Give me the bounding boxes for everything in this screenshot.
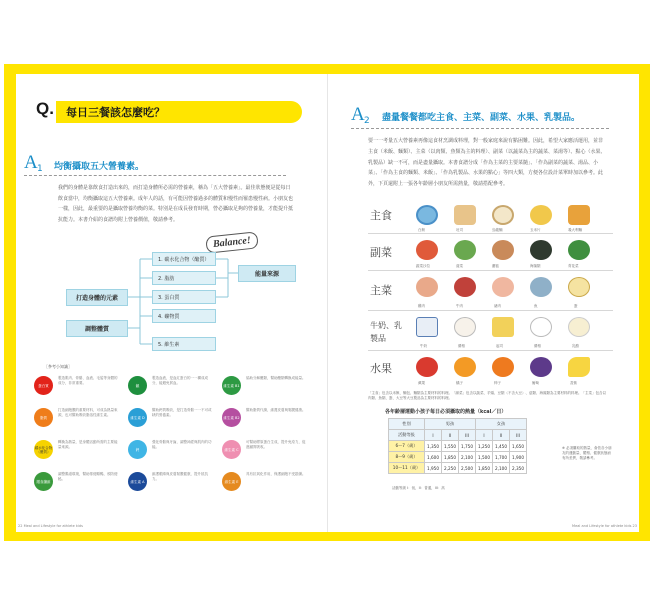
nutrient-item bbox=[34, 408, 120, 427]
nutrient-legend-title: ［參考小知識］ bbox=[44, 364, 72, 369]
energy-age-cell: 10～11（歲） bbox=[389, 463, 425, 474]
nutrient-badge: 鐵 bbox=[128, 376, 147, 395]
diagram-item-carbohydrate: 1. 碳水化合物（醣質） bbox=[152, 252, 216, 266]
energy-subheader-cell: 活動等級 bbox=[389, 430, 425, 441]
food-caption: 義大利麵 bbox=[568, 228, 582, 232]
nutrient-badge: 維生素 E bbox=[222, 472, 241, 491]
energy-header-cell: 女孩 bbox=[476, 419, 527, 430]
bread-icon bbox=[454, 205, 476, 225]
energy-value-cell: 1,550 bbox=[442, 441, 459, 452]
answer1-divider bbox=[24, 175, 286, 176]
nutrient-badge: 維生素 B1 bbox=[222, 376, 241, 395]
energy-value-cell: 1,950 bbox=[425, 463, 442, 474]
nutrient-item bbox=[128, 376, 214, 395]
answer2-title: 盡量餐餐都吃主食、主菜、副菜、水果、乳製品。 bbox=[382, 113, 581, 123]
nutrient-description: 維護眼睛與皮膚黏膜健康，提升抵抗力。 bbox=[152, 472, 208, 481]
food-category-label: 牛奶、乳製品 bbox=[370, 321, 402, 343]
food-caption: 橘子 bbox=[456, 381, 463, 385]
food-caption: 烏龍麵 bbox=[492, 228, 503, 232]
nutrient-item bbox=[222, 440, 308, 459]
nutrient-item bbox=[222, 472, 308, 491]
food-caption: 魚 bbox=[534, 304, 538, 308]
energy-value-cell: 2,500 bbox=[459, 463, 476, 474]
tomato-icon bbox=[416, 240, 438, 260]
rice-bowl-icon bbox=[416, 205, 438, 225]
diagram-body-building: 打造身體的元素 bbox=[66, 289, 128, 306]
nutrient-badge: 蛋白質 bbox=[34, 376, 53, 395]
pork-icon bbox=[492, 277, 514, 297]
nutrient-description: 調整腸道環境，幫助排便順暢，預防便秘。 bbox=[58, 472, 118, 481]
apple-icon bbox=[416, 357, 438, 377]
energy-table-title: 各年齡層運動小孩子每日必須攝取的熱量（kcal／日） bbox=[385, 409, 507, 415]
energy-subheader-cell: III bbox=[459, 430, 476, 441]
balance-label: Balance! bbox=[205, 231, 258, 253]
nutrient-description: 製造肌肉、骨骼、血液、毛髮等身體的成分，非常重要。 bbox=[58, 376, 118, 385]
food-row-fruit bbox=[368, 351, 613, 389]
food-caption: 豬肉 bbox=[494, 304, 501, 308]
diagram-item-vitamin: 5. 維生素 bbox=[152, 337, 216, 351]
energy-side-note: ※ 必須攝取的熱量，會依各小朋友的運動量、體格、健康狀態而有所差異，敬請參考。 bbox=[562, 446, 612, 460]
energy-value-cell: 1,650 bbox=[510, 441, 527, 452]
nutrient-badge: 維生素 A bbox=[128, 472, 147, 491]
yogurt-cup-icon bbox=[530, 317, 552, 337]
energy-table bbox=[388, 418, 527, 474]
nutrient-description: 幫助脂質代謝，維護皮膚與黏膜健康。 bbox=[246, 408, 306, 412]
answer1-paragraph: 我們的身體是靠飲食打造出來的，而打造身體所必需的營養素，稱為「五大營養素」。最佳狀態便是從每日飲食當中，均衡攝取這五大營養素。成年人的話，有可能因營養過多的體質和慢性而罹患慢性病。小朋友也一樣，因此，最重要的是攝取營養均衡的菜。特別是在成長發育時期，營必攝取足夠的營養量，才能提升抵抗能力。本書介紹的食譜均附上營養價值，敬請參考。 bbox=[58, 185, 294, 224]
nutrient-item bbox=[222, 408, 308, 427]
nutrient-badge: 維生素 B2 bbox=[222, 408, 241, 427]
dairy-glass-icon bbox=[568, 317, 590, 337]
seaweed-icon bbox=[530, 240, 552, 260]
energy-table-subheader bbox=[389, 430, 527, 441]
noodle-bowl-icon bbox=[492, 205, 514, 225]
food-category-label: 主菜 bbox=[370, 284, 392, 297]
energy-header-cell: 性別 bbox=[389, 419, 425, 430]
answer1-marker: A bbox=[24, 152, 38, 173]
fish-icon bbox=[530, 277, 552, 297]
food-caption: 起司 bbox=[496, 344, 503, 348]
food-caption: 蘑菇 bbox=[492, 264, 499, 268]
nutrient-item bbox=[34, 376, 120, 395]
energy-value-cell: 2,100 bbox=[459, 452, 476, 463]
grapes-icon bbox=[530, 357, 552, 377]
energy-subheader-cell: II bbox=[442, 430, 459, 441]
food-category-label: 水果 bbox=[370, 362, 392, 375]
energy-value-cell: 2,350 bbox=[510, 463, 527, 474]
question-marker: Q. bbox=[36, 99, 54, 118]
yogurt-icon bbox=[454, 317, 476, 337]
energy-table-note: 活動等級 I：低，II：普通，III：高 bbox=[392, 486, 445, 490]
nutrient-badge: 碳水化合物（醣質） bbox=[34, 440, 53, 459]
answer1-marker-number: 1 bbox=[37, 164, 43, 174]
nutrient-description: 具有抗氧化作用，保護細胞不受損傷。 bbox=[246, 472, 306, 476]
nutrient-description: 製造血液，是血紅蛋白的一一構成成分，能避免貧血。 bbox=[152, 376, 208, 385]
food-category-label: 副菜 bbox=[370, 246, 392, 259]
answer2-divider bbox=[351, 128, 609, 129]
food-caption: 青花菜 bbox=[568, 264, 579, 268]
food-caption: 柿子 bbox=[494, 381, 501, 385]
energy-subheader-cell: I bbox=[476, 430, 493, 441]
food-row-main-dish bbox=[368, 271, 613, 311]
spinach-icon bbox=[454, 240, 476, 260]
nutrient-badge: 維生素 D bbox=[128, 408, 147, 427]
nutrient-badge: 鈣 bbox=[128, 440, 147, 459]
food-caption: 乳酪 bbox=[572, 344, 579, 348]
nutrient-grid bbox=[30, 376, 310, 506]
left-page-footer: 22 Meal and Lifestyle for athlete kids bbox=[18, 524, 83, 528]
table-row bbox=[389, 463, 527, 474]
nutrient-description: 幫助鈣質吸收，是打造骨骼一一不可或缺的營養素。 bbox=[152, 408, 212, 417]
table-row bbox=[389, 452, 527, 463]
energy-subheader-cell: I bbox=[425, 430, 442, 441]
mushroom-icon bbox=[492, 240, 514, 260]
food-caption: 牛肉 bbox=[456, 304, 463, 308]
answer2-marker: A bbox=[351, 104, 365, 125]
energy-value-cell: 1,350 bbox=[425, 441, 442, 452]
energy-value-cell: 2,100 bbox=[493, 463, 510, 474]
food-caption: 蛋 bbox=[574, 304, 578, 308]
nutrient-item bbox=[34, 440, 120, 459]
banana-icon bbox=[568, 357, 590, 377]
answer2-paragraph: 要一一考量五大營養素再像這食材烹調成料理，對一般家庭來說有點困難。因此，希望大家應活運用，並非主食（米飯、麵類）、主菜（以肉類、魚類為主的料理）、副菜（以蔬菜為主的蔬菜、菜湯等）、點心（水果、乳製品）缺一不可，而是盡量攝取。本書食譜分成「作為主菜的主要菜隨」、「作為副菜的蔬菜、湯品、小菜」、「作為主食的麵類、米飯」、「作為乳製品、水果的點心」等四大類，方便各位設計菜單時加以參考。此外，下頁還附上一張各年齡層小朋友所需熱量，敬請搭配參考。 bbox=[368, 138, 606, 188]
energy-age-cell: 6～7（歲） bbox=[389, 441, 425, 452]
nutrient-description: 協助分解醣類，幫助醣類轉換成能量。 bbox=[246, 376, 306, 380]
food-caption: 蘋果 bbox=[418, 381, 425, 385]
energy-subheader-cell: III bbox=[510, 430, 527, 441]
persimmon-icon bbox=[492, 357, 514, 377]
energy-value-cell: 1,850 bbox=[442, 452, 459, 463]
energy-subheader-cell: II bbox=[493, 430, 510, 441]
energy-value-cell: 1,700 bbox=[493, 452, 510, 463]
answer2-marker-number: 2 bbox=[364, 116, 370, 126]
nutrient-description: 可幫助膠原蛋白生成，提升免疫力，促進鐵質吸收。 bbox=[246, 440, 306, 449]
energy-value-cell: 1,600 bbox=[425, 452, 442, 463]
diagram-body-regulating: 調整體質 bbox=[66, 320, 128, 337]
energy-value-cell: 1,450 bbox=[493, 441, 510, 452]
nutrient-badge: 維生素 C bbox=[222, 440, 241, 459]
food-group-table bbox=[368, 199, 613, 384]
diagram-energy-source: 能量來源 bbox=[238, 265, 296, 282]
nutrient-description: 打造細胞膜的重要材料，可成為熱量來源，也可幫助吸收脂溶性維生素。 bbox=[58, 408, 118, 417]
nutrient-item bbox=[128, 440, 214, 459]
food-caption: 雞肉 bbox=[418, 304, 425, 308]
energy-value-cell: 1,500 bbox=[476, 452, 493, 463]
food-caption: 優格 bbox=[458, 344, 465, 348]
question-title: 每日三餐該怎麼吃？ bbox=[66, 106, 165, 119]
food-category-label: 主食 bbox=[370, 209, 392, 222]
energy-value-cell: 1,750 bbox=[459, 441, 476, 452]
book-spread bbox=[16, 74, 639, 532]
energy-value-cell: 1,850 bbox=[476, 463, 493, 474]
milk-carton-icon bbox=[416, 317, 438, 337]
food-caption: 優格 bbox=[534, 344, 541, 348]
food-row-dairy bbox=[368, 311, 613, 351]
answer1-title: 均衡攝取五大營養素。 bbox=[54, 162, 145, 172]
food-caption: 海藻類 bbox=[530, 264, 541, 268]
nutrient-description: 強化骨骼與牙齒，調整神經與肌肉的功能。 bbox=[152, 440, 212, 449]
corn-icon bbox=[530, 205, 552, 225]
nutrient-diagram bbox=[66, 249, 306, 359]
book-spine bbox=[327, 74, 328, 532]
energy-value-cell: 1,250 bbox=[476, 441, 493, 452]
broccoli-icon bbox=[568, 240, 590, 260]
nutrient-item bbox=[34, 472, 120, 491]
nutrient-item bbox=[222, 376, 308, 395]
diagram-item-fat: 2. 脂肪 bbox=[152, 271, 216, 285]
energy-header-cell: 男孩 bbox=[425, 419, 476, 430]
nutrient-badge: 膳食纖維 bbox=[34, 472, 53, 491]
diagram-item-protein: 3. 蛋白質 bbox=[152, 290, 216, 304]
energy-age-cell: 8～9（歲） bbox=[389, 452, 425, 463]
food-caption: 牛奶 bbox=[420, 344, 427, 348]
food-table-note: 「主食」包含以米飯、麵包、麵類為主要材料的料理。「副菜」包含以蔬菜、芋頭、豆類（不含大豆）、菇類、海藻類為主要材料的料理。「主菜」包含以肉類、魚類、蛋、大豆等大豆製品為主要材料的料理。 bbox=[368, 391, 606, 400]
egg-icon bbox=[568, 277, 590, 297]
nutrient-item bbox=[128, 408, 214, 427]
nutrient-description: 轉換為熱量，是身體活動所需的主要能量來源。 bbox=[58, 440, 118, 449]
pasta-icon bbox=[568, 205, 590, 225]
right-page-footer: Meal and Lifestyle for athlete kids 23 bbox=[572, 524, 637, 528]
nutrient-item bbox=[128, 472, 214, 491]
nutrient-badge: 脂質 bbox=[34, 408, 53, 427]
chicken-icon bbox=[416, 277, 438, 297]
cheese-icon bbox=[492, 317, 514, 337]
food-caption: 香蕉 bbox=[570, 381, 577, 385]
food-caption: 吐司 bbox=[456, 228, 463, 232]
food-caption: 白飯 bbox=[418, 228, 425, 232]
energy-value-cell: 2,250 bbox=[442, 463, 459, 474]
diagram-item-mineral: 4. 礦物質 bbox=[152, 309, 216, 323]
food-row-staple bbox=[368, 199, 613, 234]
table-row bbox=[389, 441, 527, 452]
food-caption: 菠菜 bbox=[456, 264, 463, 268]
energy-value-cell: 1,900 bbox=[510, 452, 527, 463]
food-caption: 玉米片 bbox=[530, 228, 541, 232]
food-caption: 葡萄 bbox=[532, 381, 539, 385]
food-caption: 蔬菜沙拉 bbox=[416, 264, 430, 268]
orange-icon bbox=[454, 357, 476, 377]
beef-icon bbox=[454, 277, 476, 297]
energy-table-header bbox=[389, 419, 527, 430]
food-row-side-dish bbox=[368, 234, 613, 271]
